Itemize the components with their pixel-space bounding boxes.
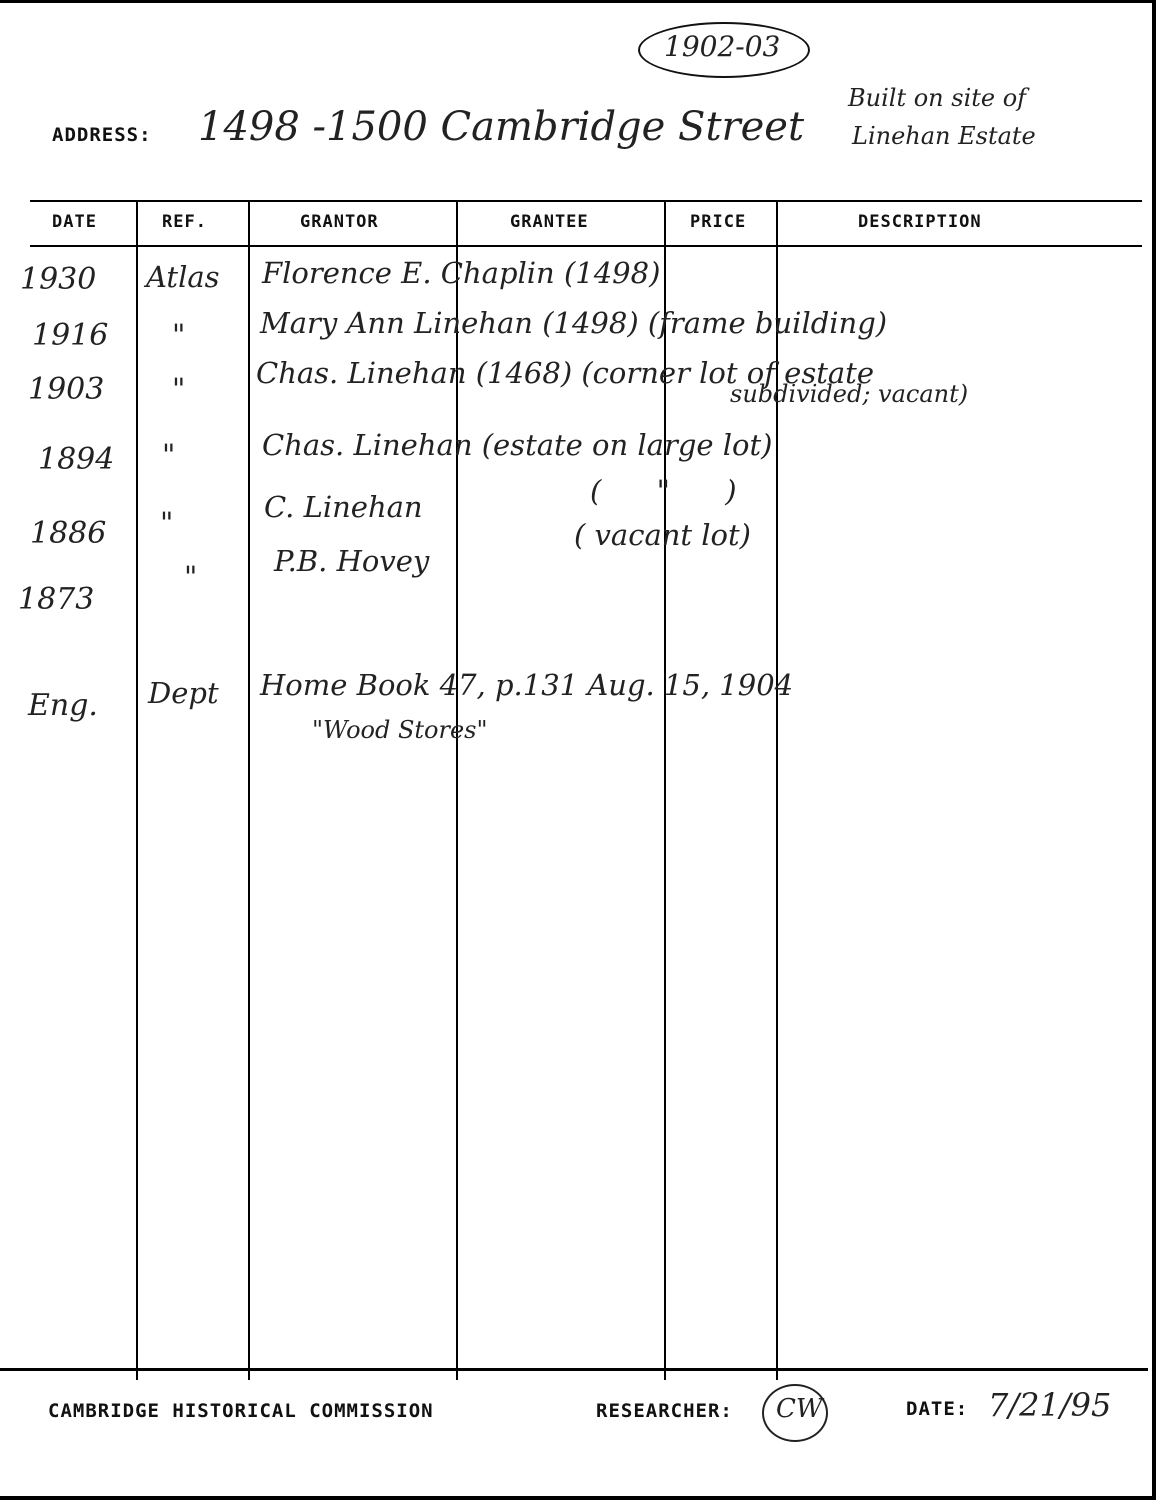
row-date: 1873 [18, 582, 95, 617]
date-value: 7/21/95 [988, 1386, 1112, 1424]
right-border [1152, 0, 1156, 1500]
row-entry-note: ( " ) [590, 474, 737, 508]
row-ref: Atlas [146, 260, 220, 294]
column-divider-1 [136, 200, 138, 1380]
column-header-grantee: GRANTEE [510, 212, 589, 232]
researcher-initials: CW [776, 1394, 823, 1424]
row-date: 1886 [30, 516, 107, 551]
side-note-line-2: Linehan Estate [852, 122, 1036, 150]
row-entry: Home Book 47, p.131 Aug. 15, 1904 [260, 668, 794, 702]
row-date: 1894 [38, 442, 115, 477]
row-ref: " [172, 372, 186, 406]
column-divider-2 [248, 200, 250, 1380]
column-header-date: DATE [52, 212, 97, 232]
row-entry: Mary Ann Linehan (1498) (frame building) [260, 306, 888, 340]
table-top-rule [30, 200, 1142, 202]
row-entry: Chas. Linehan (estate on large lot) [262, 428, 773, 462]
row-date: 1903 [28, 372, 105, 407]
column-header-description: DESCRIPTION [858, 212, 982, 232]
row-entry-continued: "Wood Stores" [312, 716, 488, 744]
address-label: ADDRESS: [52, 124, 152, 146]
table-header-rule [30, 245, 1142, 247]
side-note-line-1: Built on site of [848, 84, 1027, 112]
column-header-price: PRICE [690, 212, 747, 232]
address-value: 1498 -1500 Cambridge Street [198, 104, 805, 150]
row-ref: " [160, 506, 174, 540]
commission-name: CAMBRIDGE HISTORICAL COMMISSION [48, 1400, 434, 1422]
row-ref: " [162, 438, 176, 472]
row-ref: Dept [148, 676, 219, 710]
row-date: 1930 [20, 262, 97, 297]
row-ref: " [172, 318, 186, 352]
row-entry-continued: subdivided; vacant) [730, 380, 969, 408]
top-border [0, 0, 1156, 3]
row-entry: Chas. Linehan (1468) (corner lot of estate [256, 356, 874, 390]
row-entry-note: ( vacant lot) [574, 518, 751, 552]
researcher-label: RESEARCHER: [596, 1400, 733, 1422]
year-stamp: 1902-03 [664, 30, 781, 63]
column-header-grantor: GRANTOR [300, 212, 379, 232]
row-entry: C. Linehan [264, 490, 423, 524]
row-entry: Florence E. Chaplin (1498) [262, 256, 661, 290]
row-date: Eng. [28, 688, 98, 723]
bottom-border [0, 1496, 1156, 1500]
date-label: DATE: [906, 1398, 969, 1420]
column-header-ref: REF. [162, 212, 207, 232]
row-ref: " [184, 560, 198, 594]
table-bottom-rule [0, 1368, 1148, 1371]
row-entry: P.B. Hovey [274, 544, 430, 578]
row-date: 1916 [32, 318, 109, 353]
